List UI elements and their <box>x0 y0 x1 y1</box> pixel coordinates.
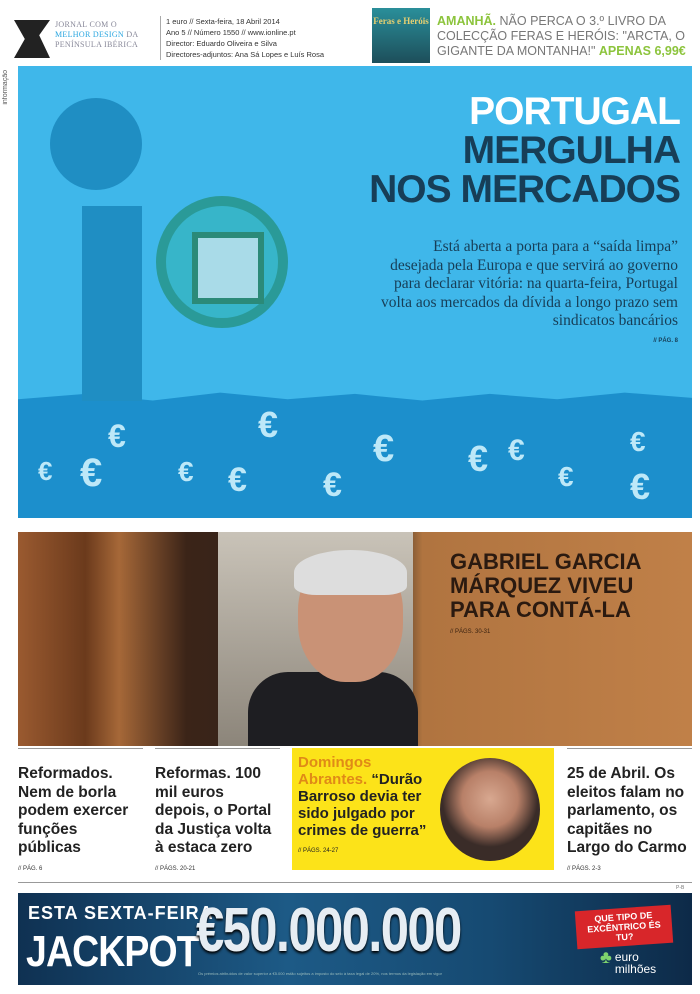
ad-code: P-B <box>676 885 685 891</box>
story-headline: Reformas. 100 mil euros depois, o Portal da Justiça volta à estaca zero <box>155 765 272 856</box>
promo-lead: AMANHÃ. <box>437 14 497 28</box>
story-reformas[interactable] <box>155 748 280 872</box>
headline-line: NOS MERCADOS <box>369 168 680 211</box>
story-page-ref: // PÁGS. 20-21 <box>155 865 196 872</box>
story-page-ref: // PÁGS. 2-3 <box>567 865 601 872</box>
tagline-line: DA <box>126 30 139 39</box>
story-headline: 25 de Abril. Os eleitos falam no parlamento, os capitães no Largo do Carmo <box>567 765 687 856</box>
brand-line: milhões <box>614 962 657 976</box>
newspaper-logo <box>14 20 50 58</box>
interview-quote: “Durão Barroso devia ter sido julgado por crimes de guerra” <box>298 771 427 839</box>
lead-text-block <box>378 238 678 345</box>
euro-icon: € <box>323 466 342 504</box>
feature-headline: GABRIEL GARCIA MÁRQUEZ VIVEU PARA CONTÁ-LA <box>450 549 641 622</box>
masthead-tagline <box>55 20 138 50</box>
ad-question: QUE TIPO DE EXCÊNTRICO ÉS TU? <box>575 905 673 950</box>
euro-icon: € <box>228 461 247 499</box>
headline-line: PORTUGAL <box>469 90 680 133</box>
story-headline: Reformados. Nem de borla podem exercer funções públicas <box>18 765 129 856</box>
story-25-abril[interactable] <box>567 748 692 872</box>
euro-icon: € <box>373 428 395 470</box>
edition-price-date: 1 euro // Sexta-feira, 18 Abril 2014 <box>166 17 280 26</box>
euro-icon: € <box>558 461 574 492</box>
euro-icon: € <box>468 438 489 479</box>
tagline-line: PENÍNSULA IBÉRICA <box>55 40 139 49</box>
brand-line: euro <box>614 950 639 964</box>
story-reformados[interactable] <box>18 748 143 872</box>
section-label: informação <box>2 70 9 105</box>
euromillions-logo <box>600 947 657 976</box>
euro-icon: € <box>630 466 651 507</box>
euro-icon: € <box>38 456 53 486</box>
story-page-ref: // PÁG. 6 <box>18 865 43 872</box>
ad-amount: €50.000.000 <box>196 896 461 965</box>
ad-day: ESTA SEXTA-FEIRA <box>28 903 214 923</box>
promo-text[interactable] <box>437 14 695 59</box>
i-logo-bar <box>82 206 142 401</box>
lead-headline <box>369 92 680 209</box>
feature-text-block <box>450 550 686 636</box>
lead-summary: Está aberta a porta para a “saída limpa” desejada pela Europa e que servirá ao governo para declarar vitória: na quarta-feira, Portugal volta aos mercados da dívida a longo prazo sem sindicatos bancários <box>381 238 678 329</box>
photo-person-body <box>248 672 418 746</box>
euro-icon: € <box>108 418 126 454</box>
edition-info <box>160 16 324 60</box>
ad-jackpot: JACKPOT <box>26 927 199 976</box>
deputy-directors: Directores-adjuntos: Ana Sá Lopes e Luís Rosa <box>166 50 325 59</box>
photo-person-hair <box>294 550 407 595</box>
euro-icon: € <box>630 426 646 457</box>
i-logo-dot <box>50 98 142 190</box>
ad-fine-print: Os prémios atribuídos de valor superior a €5.000 estão sujeitos a imposto do selo à taxa legal de 20%, nos termos da legislação em vigor <box>198 971 442 976</box>
interviewee-name: Domingos Abrantes. <box>298 754 372 788</box>
director: Director: Eduardo Oliveira e Silva <box>166 39 277 48</box>
euro-icon: € <box>508 434 525 467</box>
euro-icon: € <box>178 456 194 487</box>
promo-price: APENAS 6,99€ <box>598 44 686 58</box>
tagline-line: MELHOR DESIGN <box>55 30 125 39</box>
portugal-coin-emblem <box>156 196 288 328</box>
feature-page-ref: // PÁGS. 30-31 <box>450 629 491 635</box>
interviewee-photo <box>440 758 540 861</box>
lead-story[interactable] <box>18 66 692 518</box>
interview-page-ref: // PÁGS. 24-27 <box>298 848 339 854</box>
book-cover[interactable]: Feras e Heróis <box>372 8 430 63</box>
edition-number: Ano 5 // Número 1550 // www.ionline.pt <box>166 28 296 37</box>
euromillions-ad[interactable] <box>18 893 692 985</box>
interview-text <box>298 754 433 860</box>
feature-story[interactable] <box>18 532 692 746</box>
clover-icon: ♣ <box>600 947 612 967</box>
interview-box[interactable] <box>292 748 554 870</box>
lead-page-ref: // PÁG. 8 <box>653 337 678 344</box>
euro-icon: € <box>258 404 279 445</box>
headline-line: MERGULHA <box>462 129 680 172</box>
divider <box>18 882 692 883</box>
tagline-line: JORNAL COM O <box>55 20 117 29</box>
promo-body: NÃO PERCA O 3.º LIVRO DA COLECÇÃO FERAS E HERÓIS: "ARCTA, O GIGANTE DA MONTANHA!" <box>437 14 685 58</box>
euro-icon: € <box>80 451 103 495</box>
